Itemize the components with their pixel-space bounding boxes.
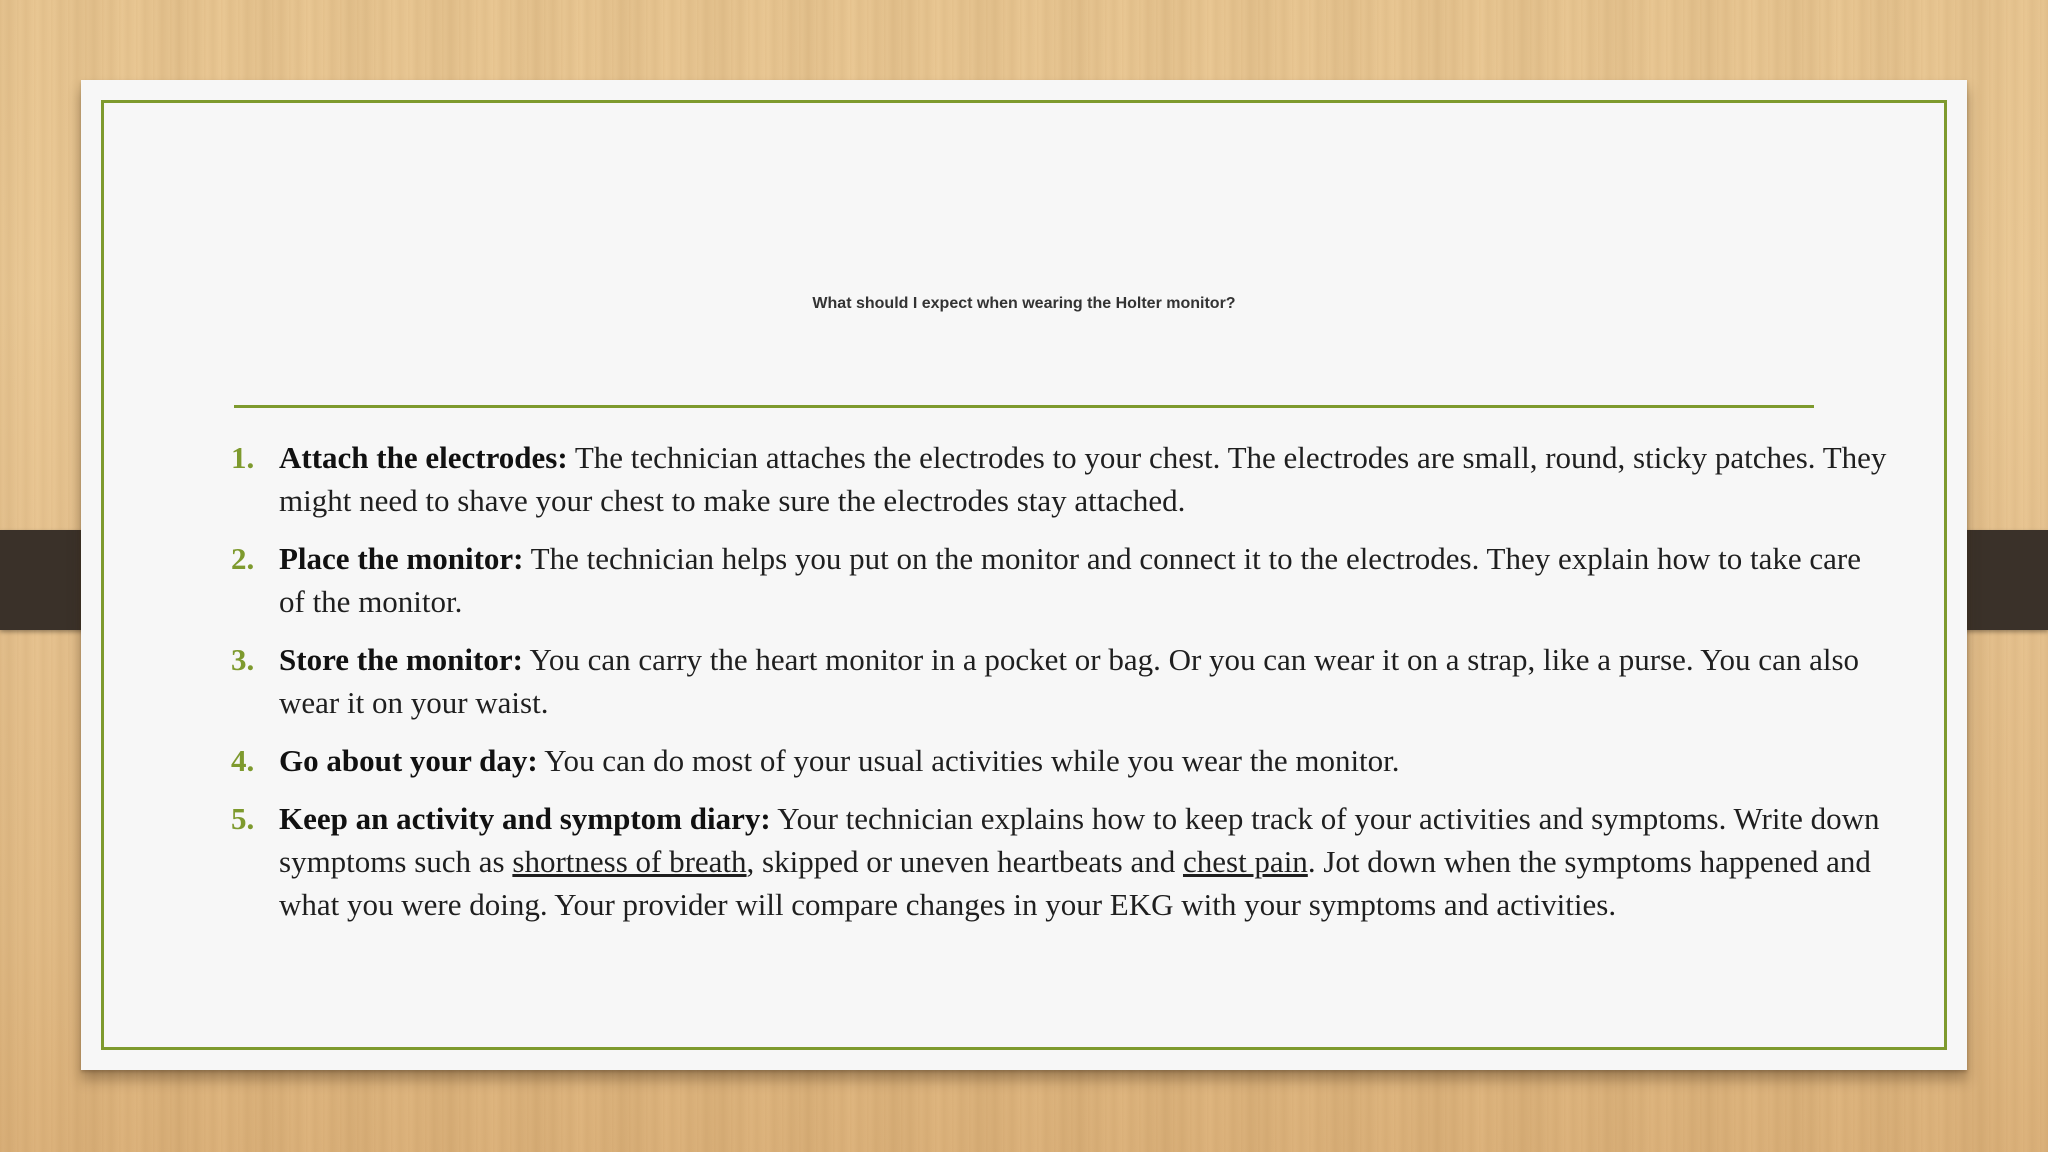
item-lead: Place the monitor: [279, 541, 524, 576]
item-lead: Store the monitor: [279, 642, 523, 677]
list-item [231, 537, 1891, 623]
item-number: 3. [231, 642, 255, 677]
title-divider [234, 405, 1814, 408]
list-item [231, 638, 1891, 724]
item-text: . Jot down when the symptoms happened and what you were doing. Your provider will compare changes in your EKG with your symptoms and activities. [279, 844, 1871, 922]
item-text: The technician helps you put on the monitor and connect it to the electrodes. They explain how to take care of the monitor. [279, 541, 1861, 619]
item-text: You can do most of your usual activities while you wear the monitor. [537, 743, 1400, 778]
list-item [231, 739, 1891, 782]
item-text: Your technician explains how to keep track of your activities and symptoms. Write down symptoms such as [279, 801, 1880, 879]
list-item [231, 797, 1891, 926]
item-number: 4. [231, 743, 255, 778]
item-lead: Attach the electrodes: [279, 440, 568, 475]
steps-list [231, 436, 1891, 941]
shortness-of-breath-link[interactable]: shortness of breath [512, 844, 747, 879]
slide-card [81, 80, 1967, 1070]
item-number: 1. [231, 440, 255, 475]
chest-pain-link[interactable]: chest pain [1182, 844, 1308, 879]
list-item [231, 436, 1891, 522]
item-lead: Go about your day: [279, 743, 538, 778]
item-number: 5. [231, 801, 255, 836]
slide-title: What should I expect when wearing the Holter monitor? [812, 295, 1236, 312]
item-lead: Keep an activity and symptom diary: [279, 801, 771, 836]
item-number: 2. [231, 541, 255, 576]
item-text: , skipped or uneven heartbeats and [746, 844, 1183, 879]
item-text: You can carry the heart monitor in a pocket or bag. Or you can wear it on a strap, like a purse. You can also wear it on your waist. [279, 642, 1860, 720]
item-text: The technician attaches the electrodes to your chest. The electrodes are small, round, sticky patches. They might need to shave your chest to make sure the electrodes stay attached. [279, 440, 1887, 518]
